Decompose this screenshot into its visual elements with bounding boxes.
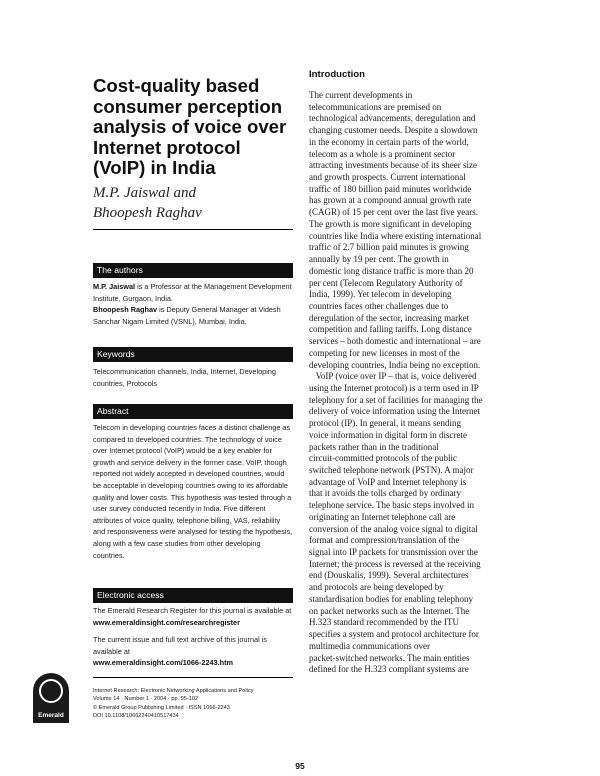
abstract-heading: Abstract xyxy=(93,404,293,419)
body-line: using the Internet protocol) is a term used in IP xyxy=(309,382,479,393)
body-line: attracting investments because of its sheer size xyxy=(309,160,477,171)
divider xyxy=(93,677,293,678)
keywords-text: Telecommunication channels, India, Internet, Developing countries, Protocols xyxy=(93,367,276,388)
body-line: conversion of the analog voice signal to digital xyxy=(309,523,478,534)
author-desc-2: is Deputy General Manager at Videsh Sanchar Nigam Limited (VSNL), Mumbai, India. xyxy=(93,305,281,326)
body-line: India, 1999). Yet telecom in developing xyxy=(309,289,452,300)
body-line: circuit-committed protocols of the public xyxy=(309,453,457,464)
body-line: per cent (Telecom Regulatory Authority of xyxy=(309,277,463,288)
body-line: changing customer needs. Despite a slowdown xyxy=(309,125,478,136)
body-line: end (Douskalis, 1999). Several architectures xyxy=(309,570,469,581)
page-number: 95 xyxy=(295,761,305,771)
journal-name: Internet Research: Electronic Networking Applications and Policy xyxy=(93,688,254,694)
body-line: protocol (IP). In general, it means sending xyxy=(309,418,461,429)
abstract-text: Telecom in developing countries faces a distinct challenge as compared to developed countries. The technology of voice over Internet protocol (VoIP) would be a key enabler for growth and service delivery in the former case. VoIP, though reported not widely accepted in developed countries, would be acceptable in developing countries owing to its affordable quality and lower costs. This hypothesis was tested through a user survey conducted recently in India. Five different attributes of voice quality, telephone billing, VAS, reliability and responsiveness were analysed for testing the hypothesis, along with a few case studies from other developing countries. xyxy=(93,423,293,560)
body-line: advantage of VoIP and Internet telephony is xyxy=(309,476,467,487)
body-line: has grown at a compound annual growth rate xyxy=(309,195,472,206)
emerald-logo-text: Emerald xyxy=(38,712,64,719)
body-line: VoIP (voice over IP – that is, voice delivered xyxy=(309,371,477,382)
author-name-1: M.P. Jaiswal xyxy=(93,282,136,291)
authors-heading: The authors xyxy=(93,263,293,278)
electronic-access-section xyxy=(93,605,293,669)
author-entry-1 xyxy=(93,281,293,304)
author-names xyxy=(93,183,293,223)
body-line: traffic of 180 billion paid minutes worldwide xyxy=(309,183,472,194)
research-register-link[interactable]: www.emeraldinsight.com/researchregister xyxy=(93,617,240,627)
body-line: technological advancements, deregulation and xyxy=(309,113,476,124)
body-line: The current developments in xyxy=(309,90,413,100)
body-line: developing countries, India being no exception. xyxy=(309,359,481,370)
archive-link[interactable]: www.emeraldinsight.com/1066-2243.htm xyxy=(93,658,234,668)
author-entry-2 xyxy=(93,304,293,327)
journal-copyright: © Emerald Group Publishing Limited · ISSN 1066-2243 xyxy=(93,704,230,711)
body-line: countries like India where existing international xyxy=(309,230,482,241)
divider xyxy=(93,229,293,230)
body-line: originating an Internet telephone call are xyxy=(309,511,456,522)
author-desc-1: is a Professor at the Management Development Institute, Gurgaon, India. xyxy=(93,282,292,303)
body-line: defined for the H.323 compliant systems are xyxy=(309,664,469,675)
electronic-access-heading: Electronic access xyxy=(93,588,293,603)
body-line: services – both domestic and international – are xyxy=(309,336,481,347)
body-line: annually by 19 per cent. The growth in xyxy=(309,254,449,265)
keywords-heading: Keywords xyxy=(93,347,293,362)
author-line-2: Bhoopesh Raghav xyxy=(93,205,202,221)
introduction-heading: Introduction xyxy=(309,69,365,80)
journal-info xyxy=(93,687,293,721)
body-line: voice information in digital form in discrete xyxy=(309,429,467,440)
body-line: and protocols are being developed by xyxy=(309,582,444,593)
body-line: The growth is more significant in developing xyxy=(309,218,472,229)
author-name-2: Bhoopesh Raghav xyxy=(93,305,158,315)
body-line: packet-switched networks. The main entities xyxy=(309,652,470,663)
body-line: specifies a system and protocol architecture for xyxy=(309,629,479,640)
body-line: competition and falling tariffs. Long distance xyxy=(309,324,472,335)
body-line: packets rather than in the traditional xyxy=(309,441,439,452)
body-line: traffic of 2.7 billion paid minutes is growing xyxy=(309,242,469,253)
body-line: H.323 standard recommended by the ITU xyxy=(309,617,459,628)
body-line: competing for new licenses in most of the xyxy=(309,347,460,358)
body-line: telephony for a set of facilities for managing the xyxy=(309,394,483,405)
journal-volume: Volume 14 · Number 1 · 2004 · pp. 95-102 xyxy=(93,696,199,703)
journal-doi: DOI 10.1108/10662240410517434 xyxy=(93,713,179,720)
body-line: standardisation bodies for enabling telephony xyxy=(309,593,473,604)
body-line: delivery of voice information using the Internet xyxy=(309,406,480,417)
body-line: signal into IP packets for transmission over the xyxy=(309,547,478,558)
body-line: countries faces other challenges due to xyxy=(309,300,449,311)
body-line: format and compression/translation of the xyxy=(309,535,460,546)
emerald-logo-ring-icon xyxy=(39,679,63,703)
author-line-1: M.P. Jaiswal and xyxy=(93,185,197,201)
body-line: and growth prospects. Current international xyxy=(309,172,466,183)
body-line: telecom as a whole is a prominent sector xyxy=(309,148,456,159)
body-line: on packet networks such as the Internet. The xyxy=(309,605,470,616)
body-line: Internet; the process is reversed at the receiving xyxy=(309,558,481,569)
introduction-body xyxy=(309,90,514,676)
article-title: Cost-quality based consumer perception analysis of voice over Internet protocol (VoIP) in India xyxy=(93,75,287,179)
body-line: domestic long distance traffic is more than 20 xyxy=(309,265,474,276)
body-line: (CAGR) of 15 per cent over the last five years. xyxy=(309,207,478,218)
access-text-1: The Emerald Research Register for this journal is available at xyxy=(93,606,292,615)
body-line: telephone service. The basic steps involved in xyxy=(309,500,475,511)
body-line: in the economy in certain parts of the world, xyxy=(309,136,469,147)
authors-section xyxy=(93,281,293,327)
body-line: multimedia communications over xyxy=(309,640,430,651)
body-line: telecommunications are premised on xyxy=(309,101,442,112)
access-text-2: The current issue and full text archive of this journal is available at xyxy=(93,635,267,656)
body-line: deregulation of the sector, increasing market xyxy=(309,312,470,323)
body-line: switched telephone network (PSTN). A major xyxy=(309,465,474,475)
body-line: that it avoids the tolls charged by ordinary xyxy=(309,488,462,499)
